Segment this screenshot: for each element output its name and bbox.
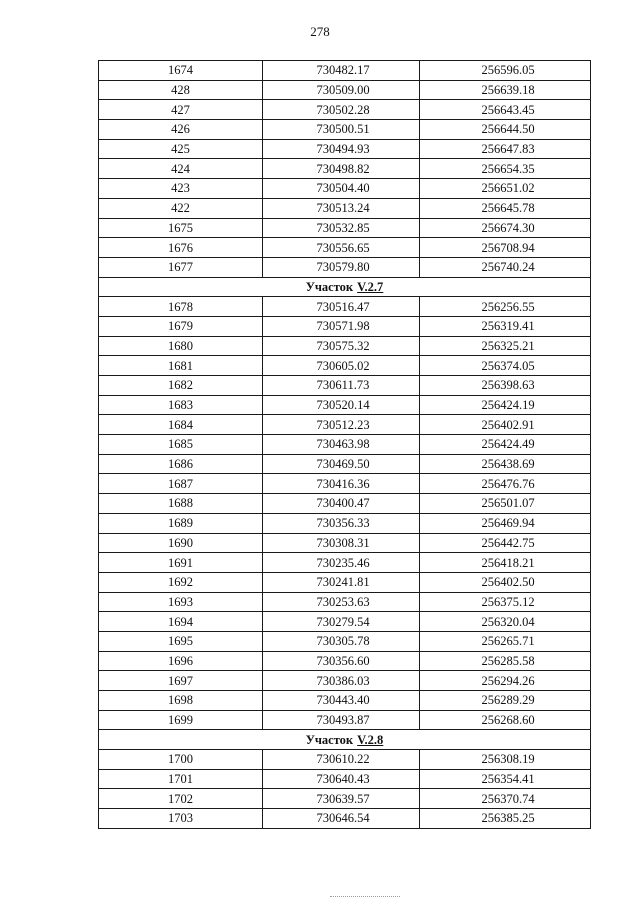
table-row [99,533,591,553]
table-row [99,572,591,592]
point-number-cell: 425 [99,139,263,159]
point-number-cell: 1680 [99,336,263,356]
table-row [99,454,591,474]
point-number-cell: 1678 [99,297,263,317]
table-row [99,179,591,199]
point-number-cell: 1701 [99,769,263,789]
coordinate-y-cell: 256308.19 [420,750,591,770]
point-number-cell: 1683 [99,395,263,415]
table-row [99,474,591,494]
section-label: Участок [305,732,354,747]
point-number-cell: 1681 [99,356,263,376]
point-number-cell: 1696 [99,651,263,671]
coordinate-y-cell: 256644.50 [420,120,591,140]
table-row [99,553,591,573]
coordinate-x-cell: 730504.40 [263,179,420,199]
coordinate-x-cell: 730494.93 [263,139,420,159]
coordinate-x-cell: 730305.78 [263,631,420,651]
point-number-cell: 1685 [99,435,263,455]
coordinate-y-cell: 256438.69 [420,454,591,474]
coordinate-x-cell: 730235.46 [263,553,420,573]
point-number-cell: 428 [99,80,263,100]
coordinate-y-cell: 256596.05 [420,61,591,81]
coordinate-y-cell: 256645.78 [420,198,591,218]
coordinate-x-cell: 730520.14 [263,395,420,415]
coordinate-y-cell: 256418.21 [420,553,591,573]
coordinate-x-cell: 730579.80 [263,257,420,277]
coordinate-x-cell: 730605.02 [263,356,420,376]
coordinate-x-cell: 730469.50 [263,454,420,474]
coordinate-y-cell: 256320.04 [420,612,591,632]
coordinate-y-cell: 256442.75 [420,533,591,553]
coordinate-x-cell: 730532.85 [263,218,420,238]
coordinate-y-cell: 256402.50 [420,572,591,592]
table-row [99,257,591,277]
coordinate-x-cell: 730556.65 [263,238,420,258]
point-number-cell: 1692 [99,572,263,592]
point-number-cell: 1698 [99,691,263,711]
footer-scan-mark [330,896,400,899]
coordinate-y-cell: 256354.41 [420,769,591,789]
table-row [99,415,591,435]
point-number-cell: 1674 [99,61,263,81]
table-row [99,120,591,140]
section-header-row [99,277,591,297]
coordinate-y-cell: 256708.94 [420,238,591,258]
coordinate-x-cell: 730386.03 [263,671,420,691]
point-number-cell: 1689 [99,513,263,533]
coordinate-y-cell: 256424.49 [420,435,591,455]
coordinate-x-cell: 730512.23 [263,415,420,435]
table-row [99,671,591,691]
coordinates-table [98,60,591,829]
coordinate-x-cell: 730482.17 [263,61,420,81]
coordinate-x-cell: 730646.54 [263,809,420,829]
table-row [99,297,591,317]
coordinate-x-cell: 730611.73 [263,376,420,396]
point-number-cell: 1702 [99,789,263,809]
section-code: V.2.7 [357,279,384,294]
section-header-cell [99,730,591,750]
coordinate-y-cell: 256476.76 [420,474,591,494]
coordinate-x-cell: 730500.51 [263,120,420,140]
table-row [99,100,591,120]
coordinate-y-cell: 256374.05 [420,356,591,376]
coordinate-x-cell: 730516.47 [263,297,420,317]
coordinate-x-cell: 730400.47 [263,494,420,514]
point-number-cell: 1699 [99,710,263,730]
point-number-cell: 1691 [99,553,263,573]
table-row [99,710,591,730]
table-row [99,198,591,218]
coordinate-y-cell: 256294.26 [420,671,591,691]
section-label: Участок [305,279,354,294]
table-row [99,809,591,829]
coordinate-y-cell: 256398.63 [420,376,591,396]
coordinate-x-cell: 730639.57 [263,789,420,809]
coordinate-y-cell: 256674.30 [420,218,591,238]
table-row [99,494,591,514]
coordinate-x-cell: 730502.28 [263,100,420,120]
coordinate-y-cell: 256647.83 [420,139,591,159]
coordinate-y-cell: 256639.18 [420,80,591,100]
table-row [99,631,591,651]
table-row [99,238,591,258]
point-number-cell: 1700 [99,750,263,770]
coordinate-y-cell: 256325.21 [420,336,591,356]
point-number-cell: 1688 [99,494,263,514]
coordinate-y-cell: 256740.24 [420,257,591,277]
coordinate-x-cell: 730571.98 [263,316,420,336]
page-number: 278 [310,24,330,39]
point-number-cell: 1693 [99,592,263,612]
table-row [99,61,591,81]
table-row [99,218,591,238]
table-row [99,376,591,396]
table-row [99,356,591,376]
coordinate-y-cell: 256370.74 [420,789,591,809]
coordinate-y-cell: 256256.55 [420,297,591,317]
coordinate-x-cell: 730279.54 [263,612,420,632]
coordinate-y-cell: 256402.91 [420,415,591,435]
section-header-cell [99,277,591,297]
point-number-cell: 1686 [99,454,263,474]
point-number-cell: 1687 [99,474,263,494]
section-code: V.2.8 [357,732,384,747]
coordinate-y-cell: 256285.58 [420,651,591,671]
point-number-cell: 1677 [99,257,263,277]
table-row [99,612,591,632]
coordinate-y-cell: 256654.35 [420,159,591,179]
coordinate-x-cell: 730356.33 [263,513,420,533]
coordinate-x-cell: 730575.32 [263,336,420,356]
coordinates-table-body [99,61,591,829]
coordinate-x-cell: 730443.40 [263,691,420,711]
coordinate-y-cell: 256469.94 [420,513,591,533]
table-row [99,592,591,612]
point-number-cell: 423 [99,179,263,199]
coordinate-x-cell: 730640.43 [263,769,420,789]
coordinate-x-cell: 730498.82 [263,159,420,179]
table-row [99,513,591,533]
coordinate-y-cell: 256268.60 [420,710,591,730]
table-row [99,395,591,415]
point-number-cell: 1682 [99,376,263,396]
coordinate-x-cell: 730241.81 [263,572,420,592]
coordinate-y-cell: 256643.45 [420,100,591,120]
section-header-row [99,730,591,750]
table-row [99,789,591,809]
point-number-cell: 1694 [99,612,263,632]
coordinate-y-cell: 256265.71 [420,631,591,651]
point-number-cell: 1679 [99,316,263,336]
coordinate-y-cell: 256289.29 [420,691,591,711]
coordinate-y-cell: 256424.19 [420,395,591,415]
point-number-cell: 1684 [99,415,263,435]
table-row [99,750,591,770]
table-row [99,651,591,671]
table-row [99,316,591,336]
coordinate-x-cell: 730356.60 [263,651,420,671]
table-row [99,80,591,100]
point-number-cell: 1675 [99,218,263,238]
coordinate-x-cell: 730513.24 [263,198,420,218]
table-row [99,139,591,159]
coordinate-x-cell: 730253.63 [263,592,420,612]
coordinate-x-cell: 730416.36 [263,474,420,494]
coordinate-x-cell: 730509.00 [263,80,420,100]
point-number-cell: 427 [99,100,263,120]
coordinate-x-cell: 730463.98 [263,435,420,455]
coordinate-x-cell: 730610.22 [263,750,420,770]
point-number-cell: 422 [99,198,263,218]
point-number-cell: 424 [99,159,263,179]
point-number-cell: 1697 [99,671,263,691]
coordinate-y-cell: 256375.12 [420,592,591,612]
coordinate-y-cell: 256385.25 [420,809,591,829]
point-number-cell: 1703 [99,809,263,829]
table-row [99,435,591,455]
coordinate-y-cell: 256501.07 [420,494,591,514]
point-number-cell: 426 [99,120,263,140]
point-number-cell: 1690 [99,533,263,553]
table-row [99,691,591,711]
coordinate-y-cell: 256319.41 [420,316,591,336]
table-row [99,769,591,789]
coordinate-y-cell: 256651.02 [420,179,591,199]
coordinate-x-cell: 730308.31 [263,533,420,553]
table-row [99,336,591,356]
table-row [99,159,591,179]
coordinate-x-cell: 730493.87 [263,710,420,730]
point-number-cell: 1695 [99,631,263,651]
point-number-cell: 1676 [99,238,263,258]
